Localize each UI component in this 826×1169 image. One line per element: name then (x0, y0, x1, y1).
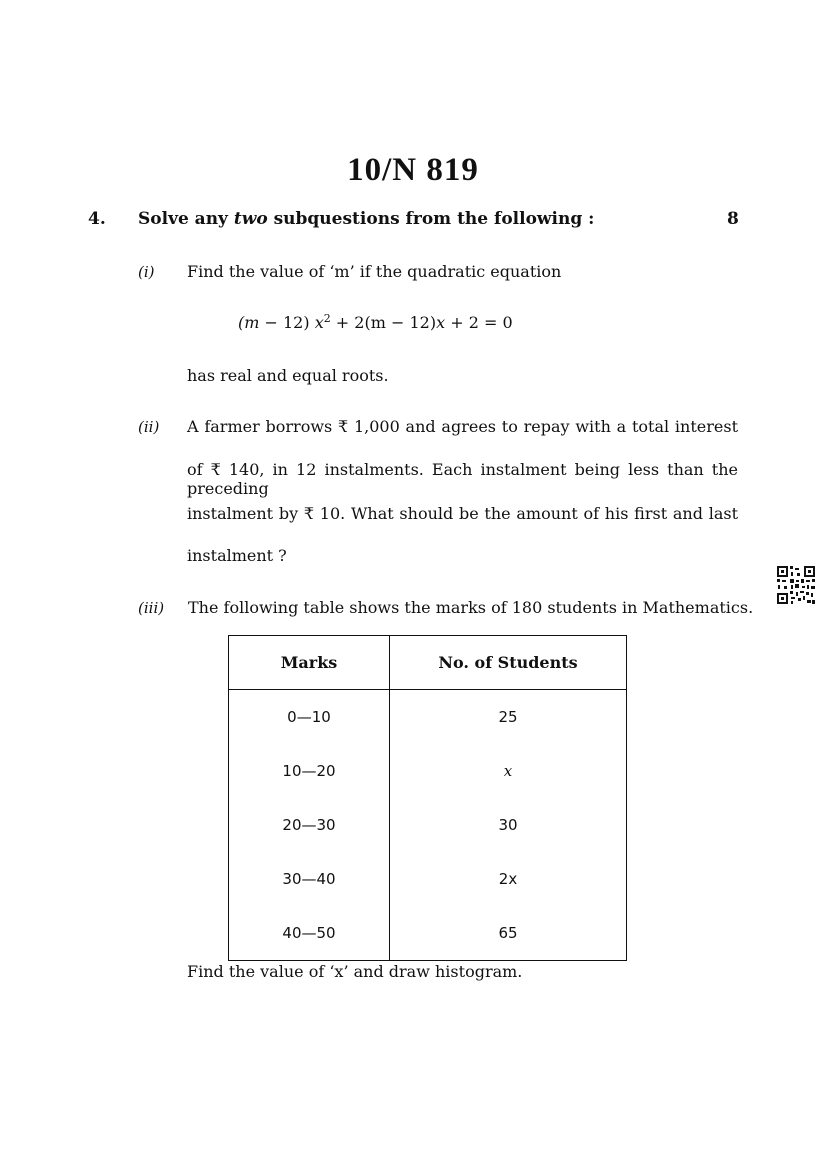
students-cell: 25 (390, 690, 627, 745)
eq-part-d: + 2 = 0 (445, 313, 513, 332)
sub-ii-line-4: instalment ? (187, 546, 287, 565)
table-header-row (229, 636, 627, 690)
students-cell: 30 (390, 798, 627, 852)
sub-iii-intro: The following table shows the marks of 180 students in Mathematics. (188, 598, 754, 617)
sub-i-intro: Find the value of ‘m’ if the quadratic equation (187, 262, 562, 281)
table-row (229, 690, 627, 745)
eq-part-b: − 12) (259, 313, 315, 332)
question-number: 4. (88, 209, 106, 229)
table-row (229, 798, 627, 852)
marks-cell: 40—50 (229, 906, 390, 961)
table-row (229, 906, 627, 961)
sub-ii-label: (ii) (138, 418, 160, 436)
eq-part-c: + 2(m − 12) (330, 313, 437, 332)
question-heading (138, 209, 594, 229)
students-cell: x (390, 744, 627, 798)
table-row (229, 744, 627, 798)
marks-cell: 10—20 (229, 744, 390, 798)
students-cell: 65 (390, 906, 627, 961)
sub-i-outro: has real and equal roots. (187, 366, 389, 385)
eq-var-x2: x (436, 313, 446, 332)
sub-ii-line-3: instalment by ₹ 10. What should be the amount of his first and last (187, 504, 738, 523)
sub-iii-label: (iii) (138, 599, 165, 617)
header-students: No. of Students (390, 636, 627, 690)
question-marks: 8 (727, 209, 739, 229)
marks-cell: 20—30 (229, 798, 390, 852)
eq-exponent: 2 (323, 312, 331, 325)
sub-iii-outro: Find the value of ‘x’ and draw histogram. (187, 962, 523, 981)
marks-table (228, 635, 627, 961)
eq-part-a: (m (238, 313, 260, 332)
table-row (229, 852, 627, 906)
heading-post: subquestions from the following : (267, 209, 595, 229)
students-cell: 2x (390, 852, 627, 906)
page-code: 10/N 819 (347, 152, 479, 188)
eq-var-x: x (314, 313, 324, 332)
header-marks: Marks (229, 636, 390, 690)
marks-cell: 0—10 (229, 690, 390, 745)
sub-i-label: (i) (138, 263, 155, 281)
heading-pre: Solve any (138, 209, 234, 229)
sub-ii-line-2: of ₹ 140, in 12 instalments. Each instalment being less than the preceding (187, 460, 738, 498)
qr-code-icon (776, 565, 816, 605)
sub-ii-line-1: A farmer borrows ₹ 1,000 and agrees to repay with a total interest (187, 417, 738, 436)
heading-emphasis: two (233, 209, 268, 229)
marks-cell: 30—40 (229, 852, 390, 906)
quadratic-equation (238, 312, 513, 332)
